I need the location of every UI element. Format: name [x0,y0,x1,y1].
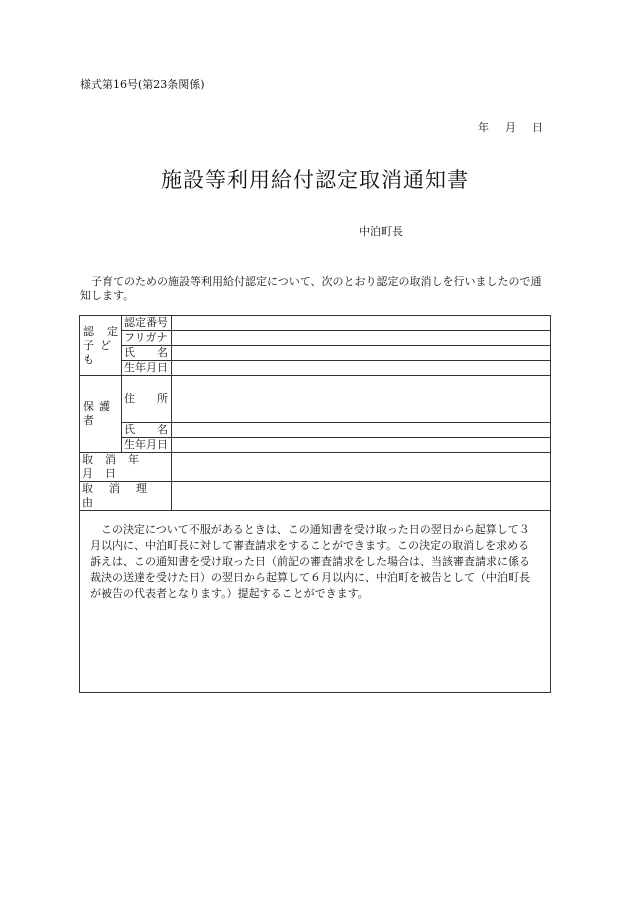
value-child-name [172,346,551,361]
day-label: 日 [532,121,543,134]
value-guardian-name [172,423,551,438]
table-row [80,331,551,346]
value-furigana [172,331,551,346]
form-number-label: 様式第16号(第23条関係) [80,78,205,91]
appeal-notice-text: この決定について不服があるときは、この通知書を受け取った日の翌日から起算して３月以内に、中泊町長に対して審査請求をすることができます。この決定の取消しを求める訴えは、この通知書を受け取った日（前記の審査請求をした場合は、当該審査請求に係る裁決の送達を受けた日）の翌日から起算して６月以内に、中泊町を被告として（中泊町長が被告の代表者となります。）提起することができます。 [80,511,551,693]
child-group-char-2: 定 [107,324,118,338]
guardian-group-label: 保護者 [80,376,122,453]
value-cert-number [172,316,551,331]
value-guardian-address [172,376,551,423]
table-row [80,423,551,438]
table-row [80,511,551,693]
child-group-line2: 子ども [83,338,117,366]
page-title: 施設等利用給付認定取消通知書 [161,168,469,192]
intro-text: 子育てのための施設等利用給付認定について、次のとおり認定の取消しを行いましたので通知します。 [80,275,542,302]
value-child-birthdate [172,361,551,376]
label-cert-number: 認定番号 [122,316,172,331]
value-cancel-reason [172,482,551,511]
label-child-birthdate: 生年月日 [122,361,172,376]
value-cancel-date [172,453,551,482]
label-furigana: フリガナ [122,331,172,346]
label-cancel-date: 取消年月日 [80,453,172,482]
month-label: 月 [505,121,516,134]
issuer-name: 中泊町長 [359,225,403,238]
table-row [80,361,551,376]
table-row [80,316,551,331]
value-guardian-birthdate [172,438,551,453]
table-row [80,438,551,453]
notice-form-table [79,315,551,693]
table-row [80,346,551,361]
child-group-label [80,316,122,376]
label-guardian-birthdate: 生年月日 [122,438,172,453]
label-child-name: 氏 名 [122,346,172,361]
label-cancel-reason: 取消理由 [80,482,172,511]
child-group-char-1: 認 [83,324,94,338]
table-row [80,482,551,511]
table-row [80,376,551,423]
label-guardian-address: 住 所 [122,376,172,423]
label-guardian-name: 氏 名 [122,423,172,438]
table-row [80,453,551,482]
year-label: 年 [478,121,489,134]
date-line [478,119,543,135]
